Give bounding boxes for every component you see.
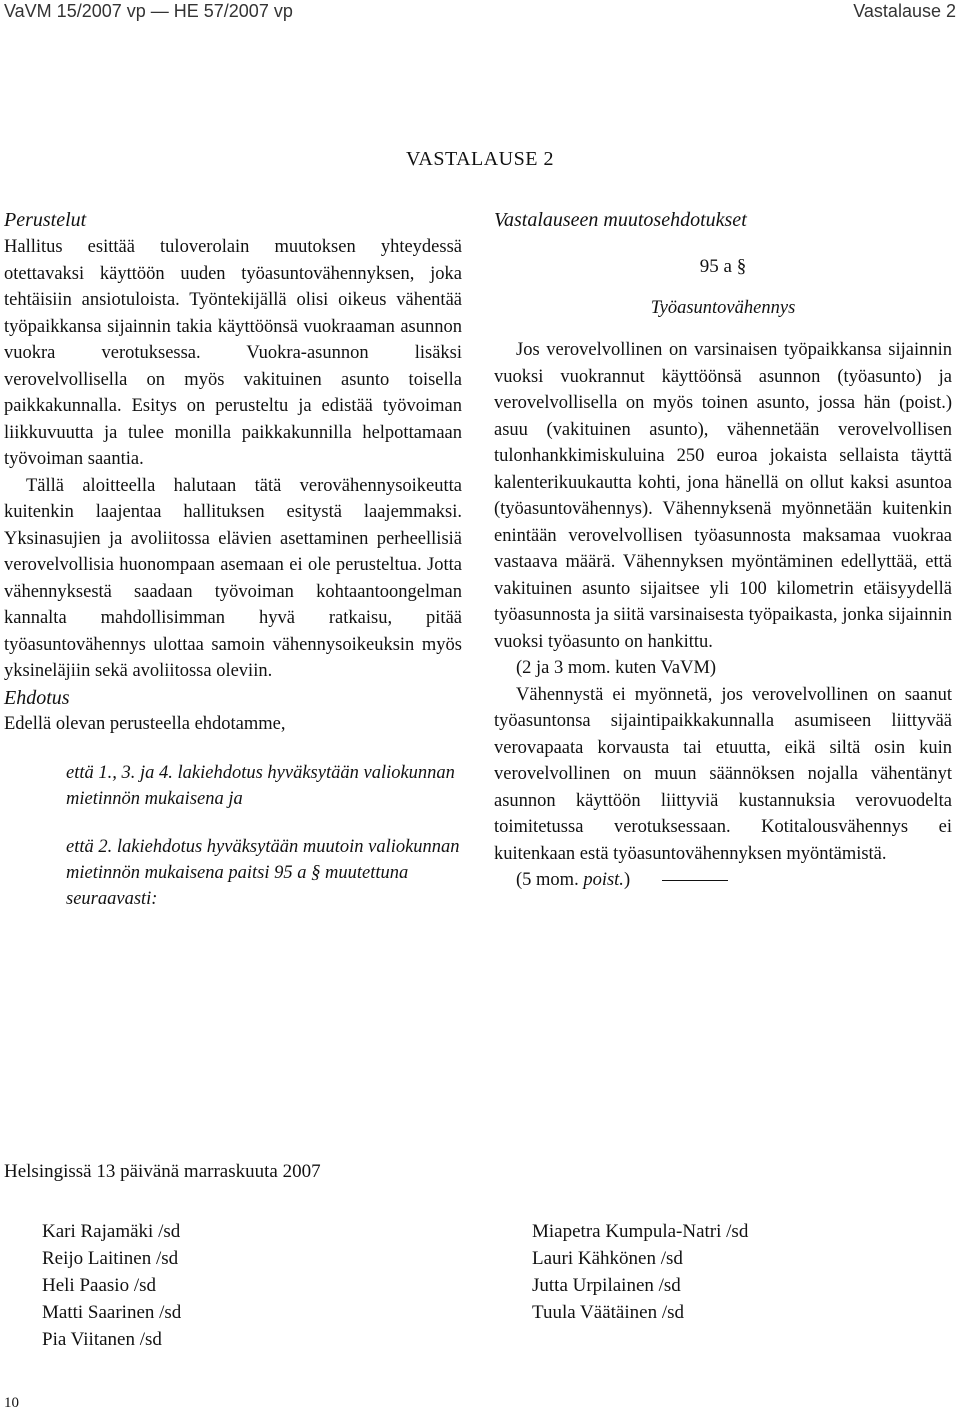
page-number: 10 [4, 1395, 19, 1411]
signatory: Pia Viitanen /sd [42, 1329, 162, 1350]
proposal-2: että 2. lakiehdotus hyväksytään muutoin valiokunnan mietinnön mukaisena paitsi 95 a § muutettuna seuraavasti: [66, 836, 460, 909]
running-header-right: Vastalause 2 [853, 1, 956, 21]
document-title: VASTALAUSE 2 [406, 148, 554, 170]
moment-note-2-italic: poist. [583, 870, 624, 890]
heading-muutosehdotukset: Vastalauseen muutosehdotukset [494, 209, 747, 231]
proposal-1: että 1., 3. ja 4. lakiehdotus hyväksytään valiokunnan mietinnön mukaisena ja [66, 762, 455, 809]
signatory: Jutta Urpilainen /sd [532, 1275, 681, 1296]
section-paragraph-2: Vähennystä ei myönnetä, jos verovelvollinen on saanut työasuntonsa sijaintipaikkakunnalla asumiseen liittyvää verovapaata korvausta tai etuutta, eikä siltä osin kuin verovelvollinen on muun säännöksen nojalla vähentänyt asunnon käyttöön liittyviä kustannuksia verovuodelta toimitetussa verotuksessaan. Kotitalousvähennys ei kuitenkaan estä työasuntovähennyksen myöntämistä. [494, 684, 952, 864]
right-column [494, 206, 952, 894]
paragraph-3: Edellä olevan perusteella ehdotamme, [4, 714, 286, 734]
left-column [4, 206, 462, 912]
place-date: Helsingissä 13 päivänä marraskuuta 2007 [4, 1161, 321, 1182]
heading-perustelut: Perustelut [4, 209, 87, 231]
signatory: Kari Rajamäki /sd [42, 1221, 181, 1242]
signatory: Tuula Väätäinen /sd [532, 1302, 684, 1323]
paragraph-2: Tällä aloitteella halutaan tätä verovähennysoikeutta kuitenkin laajentaa hallituksen esitystä laajemmaksi. Yksinasujien ja avoliitossa elävien asettaminen perheellisiä verovelvollisia huonompaan asemaan ei ole perusteltua. Jotta vähennyksestä saadaan työvoiman kohtaantoongelman kannalta mahdollisimman hyvä ratkaisu, pitää työasuntovähennys ulottaa samoin vähennysoikeuksin myös yksineläjiin sekä avoliitossa oleviin. [4, 475, 462, 681]
moment-note-2-suffix: ) [623, 870, 631, 890]
signatory: Matti Saarinen /sd [42, 1302, 182, 1323]
signatories-right [532, 1218, 748, 1326]
heading-ehdotus: Ehdotus [4, 686, 70, 709]
section-number: 95 a § [699, 256, 747, 277]
section-paragraph-1: Jos verovelvollinen on varsinaisen työpaikkansa sijainnin vuoksi vuokrannut käyttöönsä asunnon (työasunto) ja verovelvollisella on myös toinen asunto, jossa hän (poist.) asuu (vakituinen asunto), vähennetään verovelvollisen tulonhankkimiskuluina 250 euroa jokaista sellaista täyttä kalenterikuukautta kohti, jona hänellä on ollut kaksi asuntoa (työasuntovähennys). Vähennyksenä myönnetään kuitenkin enintään verovelvollisen työasunnosta maksamaa vuokraa vastaava määrä. Vähennyksen myöntäminen edellyttää, että vakituinen asunto sijaitsee yli 100 kilometrin etäisyydellä työasunnosta ja siitä varsinaisesta työpaikasta, jonka sijainnin vuoksi työasunto on hankittu. [494, 340, 952, 652]
running-header-left: VaVM 15/2007 vp — HE 57/2007 vp [4, 1, 293, 21]
signatory: Lauri Kähkönen /sd [532, 1248, 683, 1269]
moment-note-2 [494, 867, 952, 894]
signatory: Reijo Laitinen /sd [42, 1248, 179, 1269]
signatory: Miapetra Kumpula-Natri /sd [532, 1221, 749, 1242]
moment-note-2-prefix: (5 mom. [516, 870, 584, 890]
signatory: Heli Paasio /sd [42, 1275, 156, 1296]
section-title: Työasuntovähennys [650, 297, 796, 318]
end-rule [662, 880, 728, 881]
signatories-left [42, 1218, 181, 1353]
moment-note-1: (2 ja 3 mom. kuten VaVM) [516, 658, 717, 678]
paragraph-1: Hallitus esittää tuloverolain muutoksen yhteydessä otettavaksi käyttöön uuden työasuntovähennyksen, joka tehtäisiin ansiotuloista. Työntekijällä olisi oikeus vähentää työpaikkansa sijainnin takia käyttöönsä vuokraaman asunnon vuokra verotuksessa. Vuokra-asunnon lisäksi verovelvollisella on myös vakituinen asunto toisella paikkakunnalla. Esitys on perusteltu ja edistää työvoiman liikkuvuutta ja tulee monilla paikkakunnilla helpottamaan työvoiman saantia. [4, 237, 462, 469]
